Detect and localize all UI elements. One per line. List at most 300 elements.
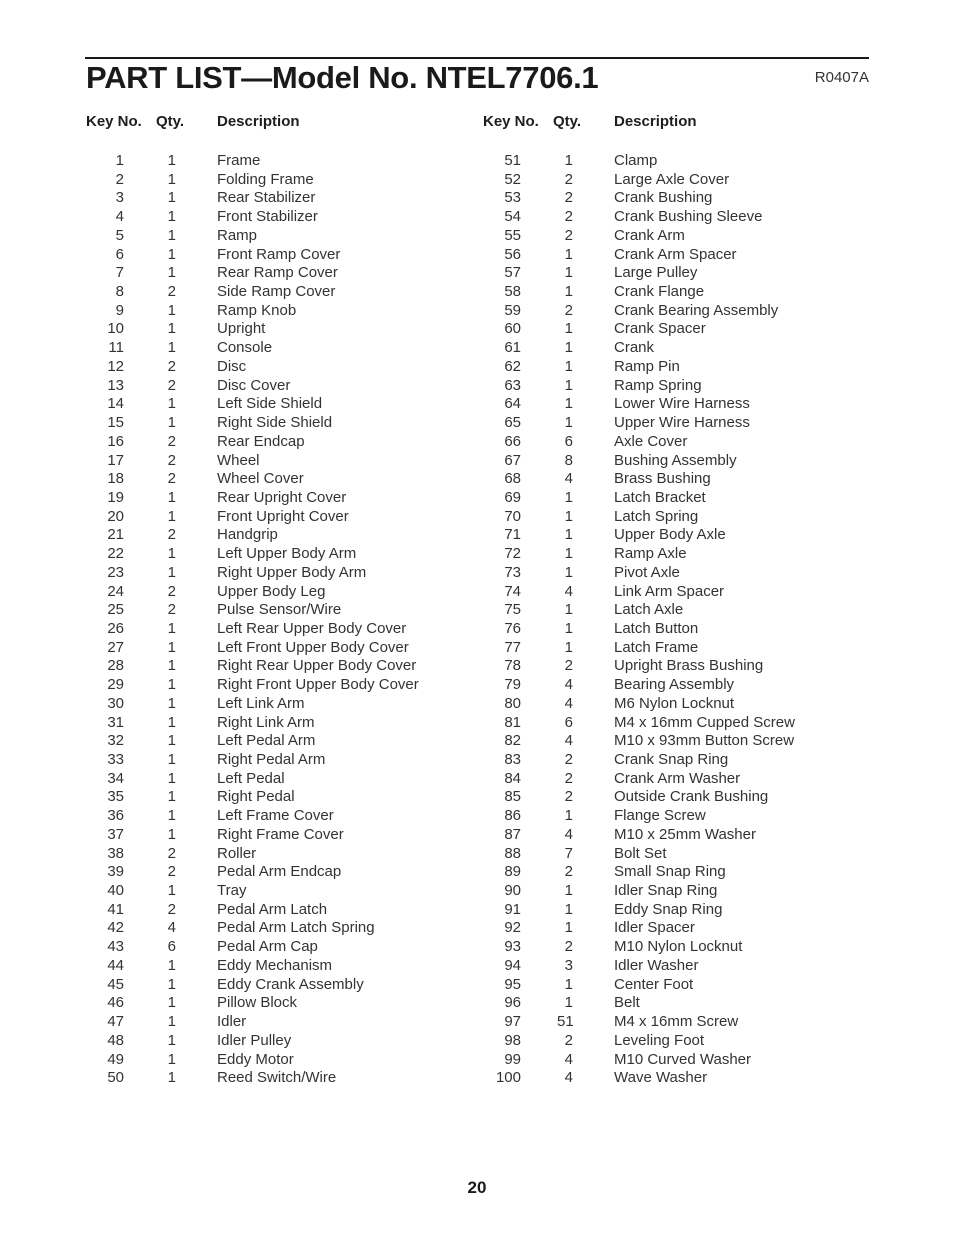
quantity: 2	[167, 582, 176, 600]
quantity: 1	[167, 619, 176, 637]
part-description: Latch Axle	[614, 601, 684, 619]
table-row	[483, 845, 883, 864]
table-row	[86, 845, 486, 864]
part-description: Large Axle Cover	[614, 170, 730, 188]
key-number: 39	[107, 863, 124, 881]
table-row	[86, 227, 486, 246]
quantity: 2	[564, 301, 573, 319]
part-description: Right Upper Body Arm	[217, 563, 367, 581]
part-description: Pedal Arm Cap	[217, 938, 318, 956]
qty-column-header: Qty.	[156, 113, 185, 130]
key-number: 14	[107, 395, 124, 413]
table-row	[483, 676, 883, 695]
table-row	[86, 732, 486, 751]
quantity: 1	[167, 657, 176, 675]
key-number: 44	[107, 956, 124, 974]
key-number: 10	[107, 320, 124, 338]
quantity: 1	[167, 788, 176, 806]
part-description: Folding Frame	[217, 170, 314, 188]
part-description: Frame	[217, 152, 261, 169]
quantity: 1	[167, 301, 176, 319]
key-number: 48	[107, 1031, 124, 1049]
table-row	[483, 994, 883, 1013]
quantity: 1	[167, 170, 176, 188]
key-number: 57	[504, 264, 521, 282]
key-number: 93	[504, 938, 521, 956]
part-description: Crank Bearing Assembly	[614, 301, 779, 319]
part-description: Pedal Arm Latch Spring	[217, 919, 375, 937]
quantity: 4	[564, 694, 573, 712]
quantity: 1	[564, 882, 573, 900]
quantity: 1	[167, 507, 176, 525]
part-description: Latch Frame	[614, 638, 699, 656]
part-description: Large Pulley	[614, 264, 698, 282]
key-number: 95	[504, 975, 521, 993]
key-number: 5	[115, 226, 124, 244]
key-number: 77	[504, 638, 521, 656]
table-row	[86, 433, 486, 452]
part-description: Ramp	[217, 226, 258, 244]
table-row	[483, 826, 883, 845]
quantity: 6	[564, 713, 573, 731]
quantity: 1	[167, 751, 176, 768]
key-number: 20	[107, 507, 124, 525]
quantity: 1	[564, 245, 573, 263]
table-row	[86, 171, 486, 190]
quantity: 1	[564, 601, 573, 619]
key-number: 32	[107, 732, 124, 750]
quantity: 1	[167, 152, 176, 169]
quantity: 1	[167, 189, 176, 207]
key-number: 79	[504, 676, 521, 694]
part-description: Idler Spacer	[614, 919, 695, 937]
part-description: Left Pedal Arm	[217, 732, 316, 750]
quantity: 1	[564, 545, 573, 563]
quantity: 1	[564, 507, 573, 525]
quantity: 1	[167, 339, 176, 357]
part-description: Crank Arm Spacer	[614, 245, 737, 263]
key-number: 61	[504, 339, 521, 357]
table-row	[86, 714, 486, 733]
quantity: 1	[167, 395, 176, 413]
table-row	[86, 564, 486, 583]
quantity: 1	[564, 152, 573, 169]
quantity: 2	[167, 451, 176, 469]
table-row	[483, 283, 883, 302]
quantity: 2	[564, 226, 573, 244]
table-row	[86, 452, 486, 471]
table-row	[483, 957, 883, 976]
table-row	[86, 657, 486, 676]
part-description: Roller	[217, 844, 257, 862]
key-column-header: Key No.	[86, 113, 142, 130]
table-row	[483, 639, 883, 658]
key-number: 35	[107, 788, 124, 806]
table-row	[86, 751, 486, 770]
part-description: Bolt Set	[614, 844, 667, 862]
key-number: 25	[107, 601, 124, 619]
table-row	[483, 208, 883, 227]
quantity: 2	[564, 788, 573, 806]
key-number: 27	[107, 638, 124, 656]
part-description: Idler Washer	[614, 956, 699, 974]
key-number: 80	[504, 694, 521, 712]
quantity: 1	[167, 264, 176, 282]
part-description: Wave Washer	[614, 1069, 708, 1087]
part-description: Pivot Axle	[614, 563, 680, 581]
quantity: 1	[167, 1050, 176, 1068]
part-description: Latch Button	[614, 619, 699, 637]
key-number: 4	[115, 208, 124, 226]
quantity: 6	[564, 432, 573, 450]
key-number: 86	[504, 807, 521, 825]
part-description: Rear Upright Cover	[217, 488, 347, 506]
parts-table-left	[86, 113, 486, 1088]
table-row	[86, 938, 486, 957]
quantity: 6	[167, 938, 176, 956]
key-number: 3	[115, 189, 124, 207]
part-description: Ramp Pin	[614, 357, 680, 375]
quantity: 4	[167, 919, 176, 937]
part-description: Crank Spacer	[614, 320, 706, 338]
part-description: Flange Screw	[614, 807, 706, 825]
key-number: 84	[504, 769, 521, 787]
quantity: 1	[564, 320, 573, 338]
part-description: M10 Curved Washer	[614, 1050, 751, 1068]
part-description: M6 Nylon Locknut	[614, 694, 735, 712]
key-number: 21	[107, 526, 124, 544]
part-description: Upright	[217, 320, 266, 338]
quantity: 4	[564, 470, 573, 488]
part-description: Bearing Assembly	[614, 676, 735, 694]
part-description: Idler Pulley	[217, 1031, 292, 1049]
table-row	[483, 714, 883, 733]
table-row	[86, 377, 486, 396]
quantity: 1	[167, 638, 176, 656]
table-row	[86, 508, 486, 527]
quantity: 1	[564, 638, 573, 656]
part-description: Eddy Mechanism	[217, 956, 333, 974]
table-row	[86, 320, 486, 339]
part-description: Rear Stabilizer	[217, 189, 316, 207]
part-description: Front Stabilizer	[217, 208, 318, 226]
part-description: Upper Wire Harness	[614, 414, 750, 432]
quantity: 1	[564, 339, 573, 357]
table-row	[483, 657, 883, 676]
table-row	[86, 882, 486, 901]
part-description: Left Pedal	[217, 769, 285, 787]
part-description: M10 x 93mm Button Screw	[614, 732, 795, 750]
part-description: Center Foot	[614, 975, 694, 993]
parts-table-right	[483, 113, 883, 1088]
table-row	[86, 639, 486, 658]
key-number: 49	[107, 1050, 124, 1068]
table-row	[483, 414, 883, 433]
quantity: 4	[564, 1069, 573, 1087]
table-row	[86, 676, 486, 695]
quantity: 1	[167, 713, 176, 731]
key-number: 37	[107, 825, 124, 843]
quantity: 2	[564, 938, 573, 956]
part-description: Crank Bushing	[614, 189, 713, 207]
key-number: 7	[115, 264, 124, 282]
quantity: 1	[564, 357, 573, 375]
part-description: Clamp	[614, 152, 658, 169]
table-row	[86, 283, 486, 302]
part-description: Bushing Assembly	[614, 451, 737, 469]
key-number: 43	[107, 938, 124, 956]
key-number: 6	[115, 245, 124, 263]
table-row	[483, 377, 883, 396]
part-description: Upper Body Axle	[614, 526, 726, 544]
quantity: 51	[557, 1013, 574, 1031]
key-number: 2	[115, 170, 124, 188]
key-number: 81	[504, 713, 521, 731]
quantity: 1	[167, 1031, 176, 1049]
key-number: 94	[504, 956, 521, 974]
table-row	[483, 339, 883, 358]
part-description: Pillow Block	[217, 994, 298, 1012]
quantity: 1	[167, 676, 176, 694]
quantity: 1	[564, 526, 573, 544]
quantity: 1	[564, 919, 573, 937]
key-column-header: Key No.	[483, 113, 539, 130]
quantity: 1	[564, 376, 573, 394]
part-description: Right Pedal Arm	[217, 751, 326, 768]
quantity: 1	[167, 825, 176, 843]
table-row	[86, 395, 486, 414]
quantity: 2	[564, 657, 573, 675]
quantity: 1	[564, 994, 573, 1012]
quantity: 2	[564, 208, 573, 226]
key-number: 12	[107, 357, 124, 375]
quantity: 2	[167, 357, 176, 375]
quantity: 2	[167, 432, 176, 450]
quantity: 2	[167, 283, 176, 301]
table-row	[86, 1069, 486, 1088]
key-number: 22	[107, 545, 124, 563]
key-number: 62	[504, 357, 521, 375]
table-row	[483, 302, 883, 321]
quantity: 1	[564, 619, 573, 637]
part-description: Right Frame Cover	[217, 825, 344, 843]
table-row	[483, 508, 883, 527]
key-number: 55	[504, 226, 521, 244]
part-description: Left Side Shield	[217, 395, 323, 413]
part-description: Rear Ramp Cover	[217, 264, 338, 282]
part-description: Ramp Spring	[614, 376, 702, 394]
table-row	[483, 919, 883, 938]
part-description: Eddy Snap Ring	[614, 900, 723, 918]
quantity: 1	[564, 900, 573, 918]
key-number: 60	[504, 320, 521, 338]
key-number: 68	[504, 470, 521, 488]
part-description: Console	[217, 339, 273, 357]
quantity: 2	[167, 863, 176, 881]
table-row	[86, 414, 486, 433]
key-number: 9	[115, 301, 124, 319]
quantity: 4	[564, 732, 573, 750]
quantity: 4	[564, 676, 573, 694]
key-number: 15	[107, 414, 124, 432]
part-description: Pulse Sensor/Wire	[217, 601, 342, 619]
table-row	[483, 1069, 883, 1088]
part-description: Belt	[614, 994, 640, 1012]
key-number: 67	[504, 451, 521, 469]
part-description: Outside Crank Bushing	[614, 788, 769, 806]
table-row	[483, 171, 883, 190]
quantity: 2	[167, 376, 176, 394]
table-row	[86, 601, 486, 620]
table-row	[483, 863, 883, 882]
table-row	[483, 601, 883, 620]
table-row	[86, 208, 486, 227]
table-row	[86, 695, 486, 714]
part-description: Ramp Axle	[614, 545, 687, 563]
quantity: 1	[564, 488, 573, 506]
key-number: 26	[107, 619, 124, 637]
part-description: M4 x 16mm Screw	[614, 1013, 739, 1031]
quantity: 1	[167, 488, 176, 506]
table-row	[86, 1032, 486, 1051]
part-description: Right Pedal	[217, 788, 295, 806]
key-number: 11	[108, 339, 124, 357]
table-row	[86, 770, 486, 789]
key-number: 92	[504, 919, 521, 937]
quantity: 1	[167, 994, 176, 1012]
table-row	[86, 919, 486, 938]
part-description: Wheel Cover	[217, 470, 304, 488]
table-row	[483, 246, 883, 265]
table-row	[483, 489, 883, 508]
table-row	[483, 433, 883, 452]
key-number: 64	[504, 395, 521, 413]
part-description: Eddy Crank Assembly	[217, 975, 364, 993]
table-row	[483, 358, 883, 377]
quantity: 1	[167, 975, 176, 993]
table-row	[483, 1032, 883, 1051]
key-number: 71	[504, 526, 521, 544]
part-description: Crank Flange	[614, 283, 705, 301]
quantity: 2	[167, 601, 176, 619]
part-description: Ramp Knob	[217, 301, 297, 319]
table-row	[483, 526, 883, 545]
quantity: 2	[564, 1031, 573, 1049]
table-row	[483, 264, 883, 283]
part-description: M10 x 25mm Washer	[614, 825, 756, 843]
table-row	[483, 152, 883, 171]
description-column-header: Description	[217, 113, 300, 130]
key-number: 51	[504, 152, 521, 169]
quantity: 1	[564, 414, 573, 432]
part-description: Crank Snap Ring	[614, 751, 729, 768]
key-number: 88	[504, 844, 521, 862]
quantity: 1	[167, 320, 176, 338]
part-description: Crank Bushing Sleeve	[614, 208, 763, 226]
part-description: Idler	[217, 1013, 247, 1031]
key-number: 34	[107, 769, 124, 787]
quantity: 1	[564, 395, 573, 413]
key-number: 8	[115, 283, 124, 301]
part-description: Reed Switch/Wire	[217, 1069, 337, 1087]
part-description: Crank Arm Washer	[614, 769, 741, 787]
table-row	[483, 882, 883, 901]
key-number: 30	[107, 694, 124, 712]
title-rule	[85, 57, 869, 59]
quantity: 1	[167, 545, 176, 563]
key-number: 36	[107, 807, 124, 825]
table-row	[483, 564, 883, 583]
table-row	[86, 957, 486, 976]
table-row	[86, 264, 486, 283]
page-title: PART LIST—Model No. NTEL7706.1	[86, 60, 599, 95]
quantity: 1	[167, 732, 176, 750]
key-number: 31	[107, 713, 124, 731]
key-number: 53	[504, 189, 521, 207]
part-description: Left Upper Body Arm	[217, 545, 357, 563]
key-number: 18	[107, 470, 124, 488]
description-column-header: Description	[614, 113, 697, 130]
part-description: Left Rear Upper Body Cover	[217, 619, 407, 637]
key-number: 29	[107, 676, 124, 694]
table-row	[483, 583, 883, 602]
part-description: Right Link Arm	[217, 713, 315, 731]
key-number: 74	[504, 582, 521, 600]
key-number: 69	[504, 488, 521, 506]
quantity: 1	[167, 563, 176, 581]
key-number: 19	[107, 488, 124, 506]
part-description: Upper Body Leg	[217, 582, 326, 600]
key-number: 82	[504, 732, 521, 750]
key-number: 70	[504, 507, 521, 525]
table-row	[483, 807, 883, 826]
table-row	[483, 976, 883, 995]
quantity: 2	[167, 526, 176, 544]
key-number: 28	[107, 657, 124, 675]
part-description: Link Arm Spacer	[614, 582, 725, 600]
qty-column-header: Qty.	[553, 113, 582, 130]
key-number: 59	[504, 301, 521, 319]
key-number: 50	[107, 1069, 124, 1087]
table-row	[483, 320, 883, 339]
table-row	[483, 732, 883, 751]
table-row	[483, 452, 883, 471]
table-row	[86, 545, 486, 564]
quantity: 4	[564, 1050, 573, 1068]
part-description: Latch Bracket	[614, 488, 706, 506]
part-description: Idler Snap Ring	[614, 882, 718, 900]
table-row	[86, 863, 486, 882]
quantity: 1	[564, 283, 573, 301]
document-code: R0407A	[814, 69, 869, 86]
quantity: 1	[167, 807, 176, 825]
table-row	[86, 826, 486, 845]
part-description: M4 x 16mm Cupped Screw	[614, 713, 795, 731]
part-description: Small Snap Ring	[614, 863, 726, 881]
key-number: 33	[107, 751, 124, 768]
part-description: Front Upright Cover	[217, 507, 349, 525]
key-number: 24	[107, 582, 124, 600]
quantity: 1	[167, 769, 176, 787]
table-row	[483, 695, 883, 714]
table-row	[86, 489, 486, 508]
table-row	[86, 358, 486, 377]
key-number: 1	[115, 152, 124, 169]
quantity: 7	[564, 844, 573, 862]
quantity: 2	[167, 844, 176, 862]
key-number: 100	[495, 1069, 521, 1087]
quantity: 1	[167, 208, 176, 226]
